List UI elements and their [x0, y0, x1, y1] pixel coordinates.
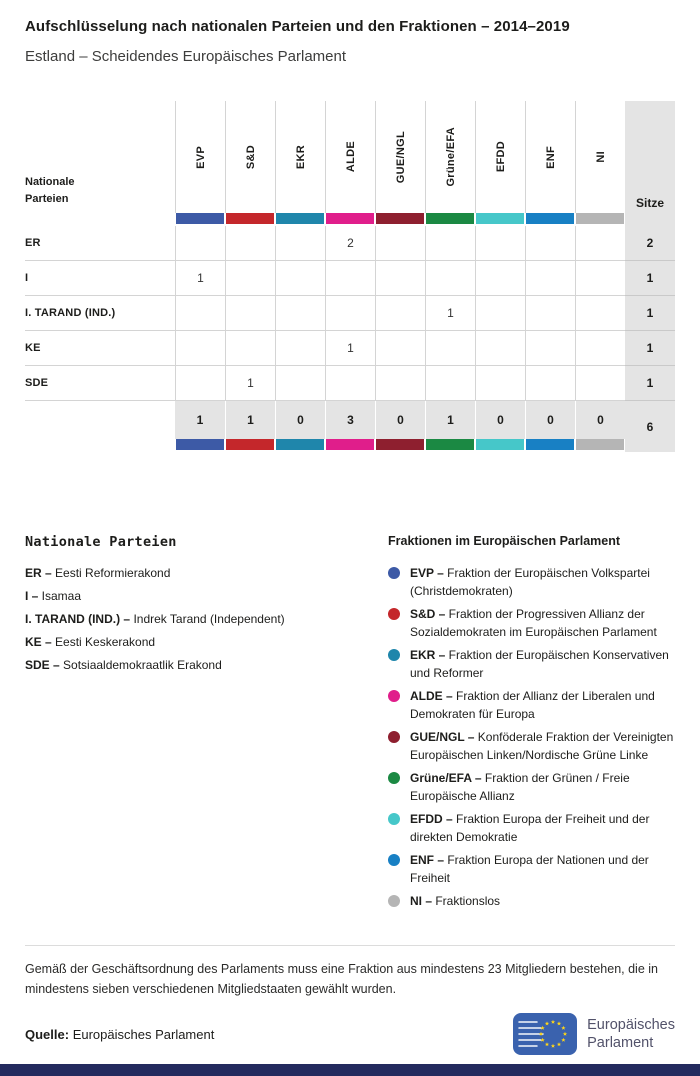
seats-column-header: Sitze [625, 101, 675, 213]
color-bar-EKR [276, 439, 324, 450]
column-header-NI [575, 101, 625, 213]
group-legend-item [388, 564, 675, 600]
seat-cell [275, 366, 325, 401]
group-legend-item [388, 892, 675, 910]
row-seats: 1 [625, 296, 675, 331]
group-color-bar-cell [375, 439, 425, 452]
group-legend-text: Grüne/EFA – Fraktion der Grünen / Freie Europäische Allianz [410, 771, 630, 803]
seats-by-group-table [25, 101, 675, 452]
seat-cell [225, 261, 275, 296]
party-name: SDE [25, 366, 175, 401]
group-legend-item [388, 687, 675, 723]
seat-cell [275, 296, 325, 331]
group-color-bar-cell [525, 439, 575, 452]
column-header-EKR [275, 101, 325, 213]
column-header-ALDE [325, 101, 375, 213]
group-code: GUE/NGL – [410, 730, 475, 744]
seat-cell [475, 226, 525, 261]
seat-cell [475, 331, 525, 366]
color-bar-NI [576, 213, 624, 224]
group-color-dot [388, 567, 400, 579]
group-color-dot [388, 854, 400, 866]
seat-cell [375, 331, 425, 366]
group-color-bar-cell [325, 439, 375, 452]
total-seats: 6 [625, 401, 675, 452]
seat-cell: 1 [175, 261, 225, 296]
column-header-label: EKR [294, 144, 307, 170]
group-color-dot [388, 649, 400, 661]
eu-parliament-logo-text: Europäisches Parlament [587, 1016, 675, 1051]
column-header-label: Grüne/EFA [444, 127, 457, 187]
seat-cell [375, 261, 425, 296]
group-color-bar-cell [375, 213, 425, 226]
party-legend-item: KE – Eesti Keskerakond [25, 635, 156, 649]
seat-cell: 1 [425, 296, 475, 331]
group-color-bar-cell [175, 439, 225, 452]
seat-cell [375, 366, 425, 401]
party-code: SDE – [25, 658, 60, 672]
column-header-Grüne/EFA [425, 101, 475, 213]
color-bar-EFDD [476, 213, 524, 224]
party-legend-item: I. TARAND (IND.) – Indrek Tarand (Independent) [25, 612, 285, 626]
page-title: Aufschlüsselung nach nationalen Parteien und den Fraktionen – 2014–2019 [25, 18, 570, 35]
group-legend-text: EKR – Fraktion der Europäischen Konservativen und Reformer [410, 648, 669, 680]
divider [25, 945, 675, 946]
footnote: Gemäß der Geschäftsordnung des Parlaments muss eine Fraktion aus mindestens 23 Mitgliedern bestehen, die in mindestens sieben verschiedenen Mitgliedstaaten gewählt wurden. [25, 962, 658, 996]
group-total: 0 [525, 401, 575, 439]
seat-cell [425, 226, 475, 261]
seat-cell [525, 261, 575, 296]
color-bar-ENF [526, 213, 574, 224]
group-legend-text: EFDD – Fraktion Europa der Freiheit und der direkten Demokratie [410, 812, 650, 844]
group-total: 1 [425, 401, 475, 439]
seat-cell [225, 226, 275, 261]
group-color-bar-cell [475, 213, 525, 226]
group-code: ALDE – [410, 689, 453, 703]
seat-cell [575, 261, 625, 296]
group-legend-text: GUE/NGL – Konföderale Fraktion der Vereinigten Europäischen Linken/Nordische Grüne Linke [410, 730, 674, 762]
table-corner [25, 101, 175, 213]
group-color-dot [388, 608, 400, 620]
seat-cell [575, 331, 625, 366]
group-color-bar-cell [175, 213, 225, 226]
parties-legend-list [25, 566, 388, 673]
party-code: ER – [25, 566, 52, 580]
party-code: KE – [25, 635, 52, 649]
source [25, 1027, 214, 1042]
group-total: 1 [225, 401, 275, 439]
group-code: EKR – [410, 648, 446, 662]
column-header-label: EVP [194, 145, 207, 169]
color-bar-EFDD [476, 439, 524, 450]
group-legend-text: EVP – Fraktion der Europäischen Volkspartei (Christdemokraten) [410, 566, 650, 598]
group-total: 3 [325, 401, 375, 439]
column-header-EVP [175, 101, 225, 213]
corner-label: Nationale Parteien [25, 176, 75, 205]
seat-cell [175, 296, 225, 331]
national-parties-legend [25, 534, 388, 915]
seat-cell [425, 261, 475, 296]
group-legend-text: S&D – Fraktion der Progressiven Allianz der Sozialdemokraten im Europäischen Parlament [410, 607, 657, 639]
groups-legend-list [388, 564, 675, 910]
group-total: 0 [475, 401, 525, 439]
group-code: NI – [410, 894, 433, 908]
column-header-label: EFDD [494, 141, 507, 173]
group-color-dot [388, 813, 400, 825]
group-color-bar-cell [425, 213, 475, 226]
group-color-bar-cell [225, 439, 275, 452]
seat-cell [275, 226, 325, 261]
group-legend-item [388, 728, 675, 764]
party-code: I. TARAND (IND.) – [25, 612, 131, 626]
column-header-ENF [525, 101, 575, 213]
seat-cell [575, 226, 625, 261]
party-legend-item: ER – Eesti Reformierakond [25, 566, 171, 580]
seat-cell [475, 261, 525, 296]
bottom-bar [0, 1064, 700, 1076]
color-bar-EVP [176, 213, 224, 224]
column-header-S&D [225, 101, 275, 213]
group-legend-item [388, 769, 675, 805]
group-color-dot [388, 690, 400, 702]
seat-cell [375, 296, 425, 331]
party-name: ER [25, 226, 175, 261]
column-header-label: ENF [544, 145, 557, 169]
group-total: 0 [275, 401, 325, 439]
group-color-bar-cell [525, 213, 575, 226]
party-name: I. TARAND (IND.) [25, 296, 175, 331]
row-seats: 1 [625, 331, 675, 366]
seat-cell [175, 366, 225, 401]
seats-column-fill [625, 213, 675, 226]
parties-legend-title: Nationale Parteien [25, 534, 177, 550]
group-color-dot [388, 731, 400, 743]
source-label: Quelle: [25, 1026, 70, 1042]
color-bar-ALDE [326, 439, 374, 450]
group-color-bar-cell [575, 213, 625, 226]
group-legend-text: NI – Fraktionslos [410, 894, 501, 908]
party-legend-item: SDE – Sotsiaaldemokraatlik Erakond [25, 658, 222, 672]
seat-cell [175, 226, 225, 261]
seat-cell [525, 331, 575, 366]
color-bar-Grüne/EFA [426, 213, 474, 224]
seat-cell [225, 331, 275, 366]
seat-cell [375, 226, 425, 261]
group-color-bar-cell [325, 213, 375, 226]
color-bar-S&D [226, 439, 274, 450]
seat-cell [325, 261, 375, 296]
groups-legend [388, 534, 675, 915]
seat-cell [275, 261, 325, 296]
eu-parliament-logo [513, 1013, 675, 1055]
group-total: 1 [175, 401, 225, 439]
seat-cell: 1 [225, 366, 275, 401]
group-color-bar-cell [475, 439, 525, 452]
seat-cell [575, 366, 625, 401]
row-seats: 2 [625, 226, 675, 261]
seat-cell [275, 331, 325, 366]
eu-flag-icon [513, 1013, 577, 1055]
seat-cell [175, 331, 225, 366]
party-name: KE [25, 331, 175, 366]
party-code: I – [25, 589, 39, 603]
color-bar-EVP [176, 439, 224, 450]
group-code: EVP – [410, 566, 444, 580]
column-header-EFDD [475, 101, 525, 213]
seat-cell [525, 366, 575, 401]
seat-cell [425, 366, 475, 401]
group-color-bar-cell [225, 213, 275, 226]
seat-cell [525, 226, 575, 261]
color-bar-NI [576, 439, 624, 450]
group-code: S&D – [410, 607, 446, 621]
party-legend-item: I – Isamaa [25, 589, 82, 603]
group-code: Grüne/EFA – [410, 771, 482, 785]
seat-cell [325, 296, 375, 331]
group-legend-item [388, 646, 675, 682]
group-color-bar-cell [275, 213, 325, 226]
legend [25, 534, 675, 915]
party-name: I [25, 261, 175, 296]
group-code: ENF – [410, 853, 445, 867]
row-seats: 1 [625, 366, 675, 401]
group-total: 0 [575, 401, 625, 439]
column-header-label: S&D [244, 144, 257, 170]
color-bar-GUE/NGL [376, 213, 424, 224]
group-color-dot [388, 772, 400, 784]
column-header-GUE/NGL [375, 101, 425, 213]
seat-cell [325, 366, 375, 401]
source-row [25, 1013, 675, 1055]
seat-cell [425, 331, 475, 366]
group-legend-text: ALDE – Fraktion der Allianz der Liberalen und Demokraten für Europa [410, 689, 655, 721]
group-color-dot [388, 895, 400, 907]
column-header-label: NI [594, 151, 607, 163]
seat-cell [525, 296, 575, 331]
color-bar-Grüne/EFA [426, 439, 474, 450]
group-code: EFDD – [410, 812, 453, 826]
color-bar-ALDE [326, 213, 374, 224]
seat-cell [225, 296, 275, 331]
group-color-bar-cell [275, 439, 325, 452]
groups-legend-title: Fraktionen im Europäischen Parlament [388, 534, 621, 548]
group-legend-item [388, 851, 675, 887]
totals-spacer [25, 401, 175, 439]
color-bar-GUE/NGL [376, 439, 424, 450]
group-legend-text: ENF – Fraktion Europa der Nationen und der Freiheit [410, 853, 649, 885]
column-header-label: ALDE [344, 141, 357, 173]
seat-cell: 1 [325, 331, 375, 366]
seat-cell [475, 366, 525, 401]
group-legend-item [388, 810, 675, 846]
color-bar-S&D [226, 213, 274, 224]
color-bar-ENF [526, 439, 574, 450]
group-legend-item [388, 605, 675, 641]
corner-spacer [25, 213, 175, 226]
row-seats: 1 [625, 261, 675, 296]
bottom-spacer [25, 439, 175, 452]
source-value: Europäisches Parlament [72, 1026, 215, 1042]
page-subtitle: Estland – Scheidendes Europäisches Parlament [25, 48, 347, 65]
color-bar-EKR [276, 213, 324, 224]
group-total: 0 [375, 401, 425, 439]
seat-cell [575, 296, 625, 331]
seat-cell [475, 296, 525, 331]
group-color-bar-cell [425, 439, 475, 452]
seat-cell: 2 [325, 226, 375, 261]
column-header-label: GUE/NGL [394, 130, 407, 184]
group-color-bar-cell [575, 439, 625, 452]
